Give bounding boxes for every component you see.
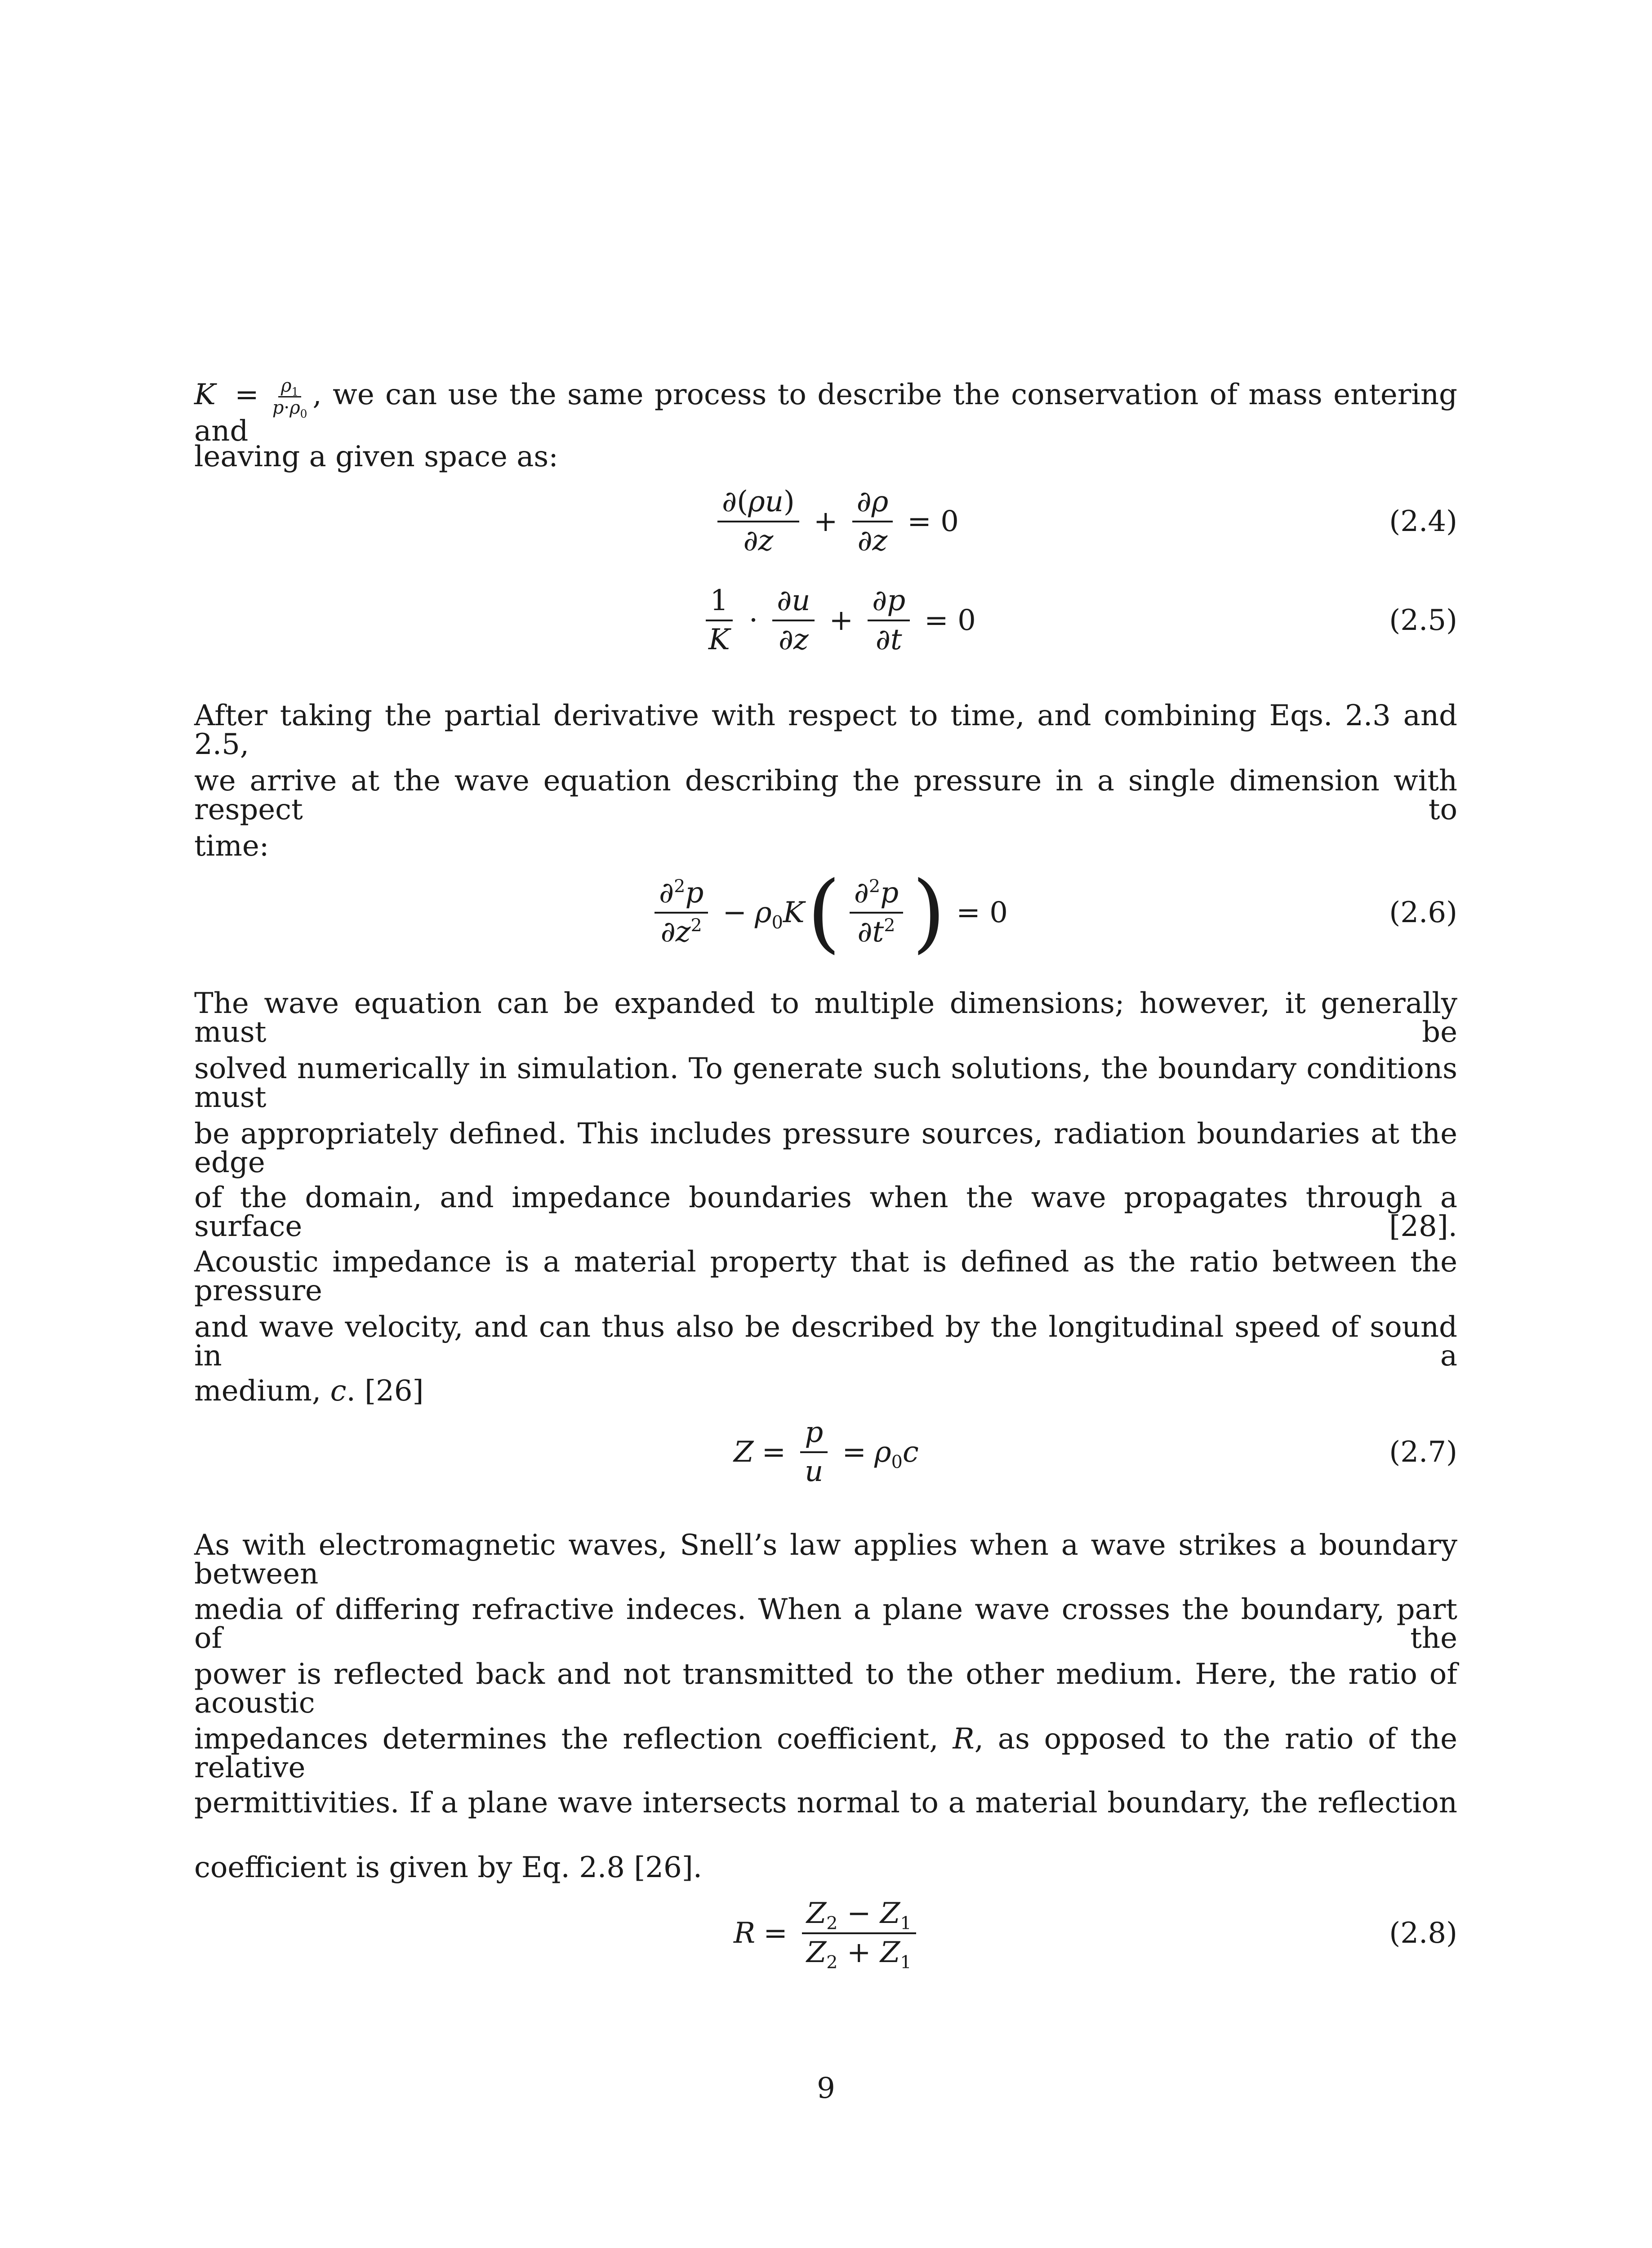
paragraph-line: be appropriately defined. This includes pressure sources, radiation boundaries at the edge [194, 1117, 1457, 1179]
paragraph-line: time: [194, 830, 269, 863]
paragraph-line: leaving a given space as: [194, 440, 558, 473]
paragraph-line: power is reflected back and not transmitted to the other medium. Here, the ratio of acoustic [194, 1658, 1457, 1720]
paragraph-line: coefficient is given by Eq. 2.8 [26]. [194, 1851, 703, 1884]
equation-2-4 [194, 468, 1457, 575]
equation-body: $\frac{1}{K}$ · $\frac{\partial u}{\partial z}$ + $\frac{\partial p}{\partial t}$ = 0 [698, 566, 984, 674]
paragraph-line: media of differing refractive indeces. When a plane wave crosses the boundary, part of the [194, 1593, 1457, 1655]
paragraph-line: K = $\frac{\rho_1}{p\cdot\rho_0}$ , we can use the same process to describe the conservation of mass entering and [194, 375, 1458, 448]
paragraph-line: solved numerically in simulation. To generate such solutions, the boundary conditions must [194, 1052, 1457, 1114]
paragraph-line: of the domain, and impedance boundaries when the wave propagates through a surface [28]. [194, 1181, 1457, 1243]
equation-body: $\frac{\partial^2p}{\partial z^2}$ − $\rho_0K$ ( $\frac{\partial^2p}{\partial t^2}$ ) = 0 [648, 854, 1016, 971]
equation-body: Z = $\frac{p}{u}$ = $\rho_0c$ [734, 1415, 919, 1488]
equation-number: (2.5) [1389, 604, 1457, 637]
equation-2-6 [194, 854, 1457, 971]
paragraph-line: permittivities. If a plane wave intersects normal to a material boundary, the reflection [194, 1786, 1457, 1820]
equation-2-8 [194, 1879, 1457, 1987]
paragraph-line: medium, c. [26] [194, 1374, 424, 1408]
paragraph-line: and wave velocity, and can thus also be described by the longitudinal speed of sound in a [194, 1311, 1457, 1373]
equation-body: R = $\frac{Z_2 - Z_1}{Z_2 + Z_1}$ [734, 1879, 922, 1987]
paragraph-line: The wave equation can be expanded to multiple dimensions; however, it generally must be [194, 987, 1457, 1049]
equation-number: (2.6) [1389, 896, 1457, 929]
equation-number: (2.8) [1389, 1917, 1457, 1950]
equation-body: $\frac{\partial(\rho u)}{\partial z}$ + $\frac{\partial\rho}{\partial z}$ = 0 [711, 468, 967, 575]
equation-number: (2.4) [1389, 505, 1457, 538]
equation-2-7 [194, 1398, 1457, 1506]
equation-number: (2.7) [1389, 1436, 1457, 1469]
equation-2-5 [194, 566, 1457, 674]
page-number: 9 [817, 2072, 835, 2105]
paragraph-line: we arrive at the wave equation describing the pressure in a single dimension with respect to [194, 764, 1457, 826]
inline-math-k: K = $\frac{\rho_1}{p\cdot\rho_0}$ [194, 375, 307, 420]
paragraph-line: Acoustic impedance is a material property that is defined as the ratio between the pressure [194, 1245, 1457, 1307]
paragraph-line: impedances determines the reflection coefficient, R, as opposed to the ratio of the relative [194, 1722, 1458, 1784]
paragraph-line: After taking the partial derivative with respect to time, and combining Eqs. 2.3 and 2.5, [194, 699, 1457, 761]
paragraph-line: As with electromagnetic waves, Snell’s law applies when a wave strikes a boundary between [194, 1529, 1457, 1591]
